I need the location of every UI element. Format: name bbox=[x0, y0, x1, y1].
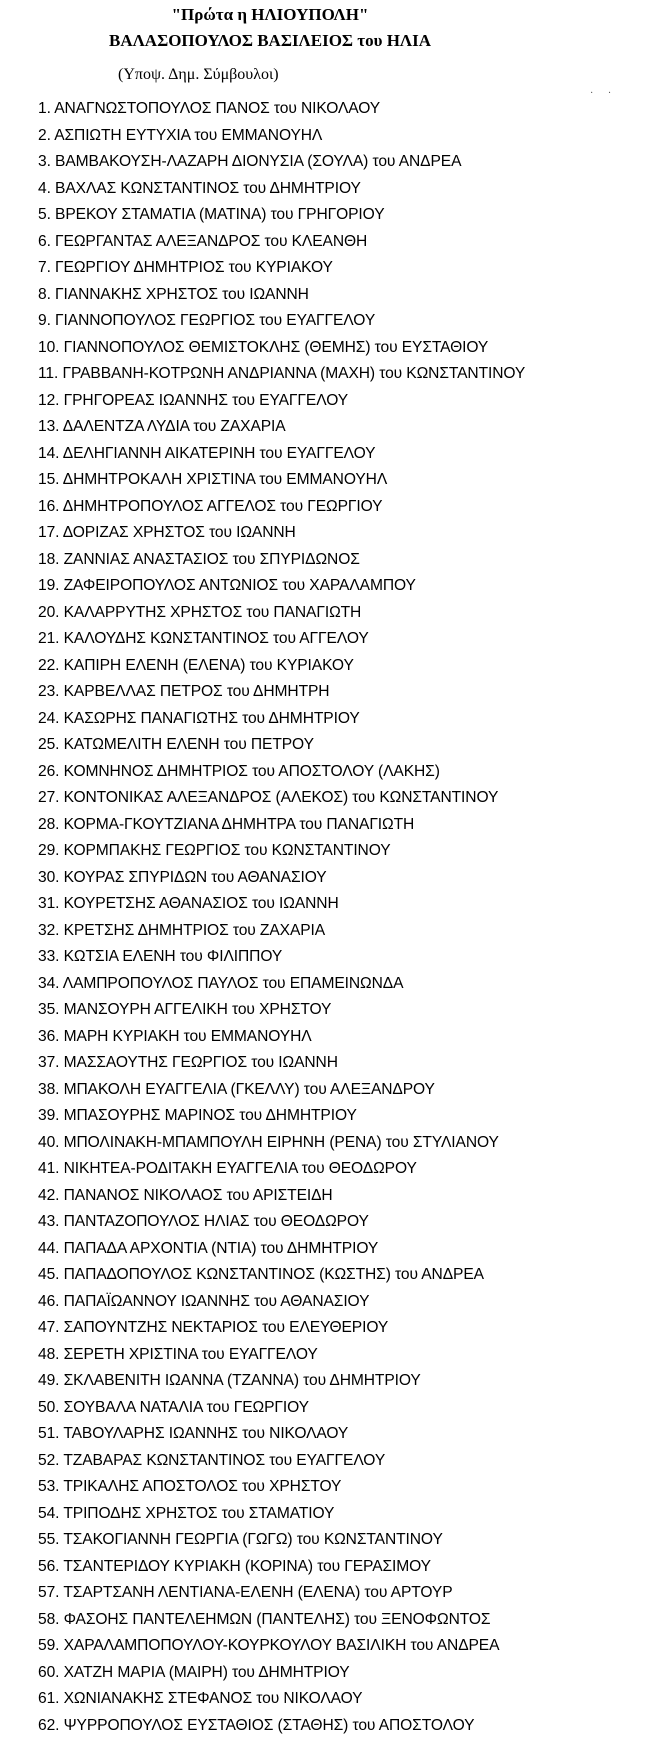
candidate-number: 31 . bbox=[38, 895, 64, 912]
candidate-number: 34 . bbox=[38, 975, 63, 992]
candidate-number: 54 . bbox=[38, 1505, 63, 1522]
list-item bbox=[38, 388, 525, 415]
candidate-name: ΤΡΙΚΑΛΗΣ ΑΠΟΣΤΟΛΟΣ του ΧΡΗΣΤΟΥ bbox=[63, 1478, 342, 1495]
list-item bbox=[38, 229, 525, 256]
candidate-name: ΒΑΧΛΑΣ ΚΩΝΣΤΑΝΤΙΝΟΣ του ΔΗΜΗΤΡΙΟΥ bbox=[55, 179, 361, 197]
candidate-number: 59 . bbox=[38, 1637, 64, 1654]
candidate-number: 28 . bbox=[38, 816, 64, 833]
list-item bbox=[38, 361, 525, 388]
list-item bbox=[38, 1633, 525, 1660]
candidate-name: ΖΑΦΕΙΡΟΠΟΥΛΟΣ ΑΝΤΩΝΙΟΣ του ΧΑΡΑΛΑΜΠΟΥ bbox=[63, 577, 416, 594]
candidate-number: 44 . bbox=[38, 1240, 64, 1257]
list-item bbox=[38, 1527, 525, 1554]
candidate-name: ΤΣΑΚΟΓΙΑΝΝΗ ΓΕΩΡΓΙΑ (ΓΩΓΩ) του ΚΩΝΣΤΑΝΤΙΝΟΥ bbox=[63, 1531, 443, 1548]
candidate-name: ΤΣΑΡΤΣΑΝΗ ΛΕΝΤΙΑΝΑ-ΕΛΕΝΗ (ΕΛΕΝΑ) του ΑΡΤΟΥΡ bbox=[63, 1584, 453, 1601]
candidate-name: ΚΡΕΤΣΗΣ ΔΗΜΗΤΡΙΟΣ του ΖΑΧΑΡΙΑ bbox=[63, 921, 326, 939]
candidate-number: 49 . bbox=[38, 1372, 64, 1389]
candidate-number: 11 . bbox=[38, 365, 62, 382]
list-item bbox=[38, 759, 525, 786]
candidate-name: ΚΟΥΡΑΣ ΣΠΥΡΙΔΩΝ του ΑΘΑΝΑΣΙΟΥ bbox=[63, 868, 327, 886]
candidate-number: 26 . bbox=[38, 763, 64, 780]
list-item bbox=[38, 1474, 525, 1501]
candidate-name: ΚΟΡΜΠΑΚΗΣ ΓΕΩΡΓΙΟΣ του ΚΩΝΣΤΑΝΤΙΝΟΥ bbox=[63, 842, 391, 859]
candidate-name: ΧΩΝΙΑΝΑΚΗΣ ΣΤΕΦΑΝΟΣ του ΝΙΚΟΛΑΟΥ bbox=[63, 1690, 363, 1707]
candidate-name: ΣΟΥΒΑΛΑ ΝΑΤΑΛΙΑ του ΓΕΩΡΓΙΟΥ bbox=[63, 1398, 309, 1416]
candidate-number: 13 . bbox=[38, 418, 63, 435]
list-item bbox=[38, 706, 525, 733]
list-item bbox=[38, 1660, 525, 1687]
candidate-number: 36 . bbox=[38, 1028, 64, 1045]
candidate-number: 29 . bbox=[38, 842, 64, 859]
candidate-name: ΔΑΛΕΝΤΖΑ ΛΥΔΙΑ του ΖΑΧΑΡΙΑ bbox=[62, 418, 286, 435]
candidate-name: ΔΗΜΗΤΡΟΚΑΛΗ ΧΡΙΣΤΙΝΑ του ΕΜΜΑΝΟΥΗΛ bbox=[62, 471, 388, 488]
candidate-name: ΚΟΡΜΑ-ΓΚΟΥΤΖΙΑΝΑ ΔΗΜΗΤΡΑ του ΠΑΝΑΓΙΩΤΗ bbox=[63, 815, 415, 833]
candidate-name: ΚΩΤΣΙΑ ΕΛΕΝΗ του ΦΙΛΙΠΠΟΥ bbox=[63, 948, 283, 965]
candidate-number: 53 . bbox=[38, 1478, 63, 1495]
candidate-name: ΓΙΑΝΝΟΠΟΥΛΟΣ ΓΕΩΡΓΙΟΣ του ΕΥΑΓΓΕΛΟΥ bbox=[55, 312, 376, 329]
candidate-name: ΚΑΡΒΕΛΛΑΣ ΠΕΤΡΟΣ του ΔΗΜΗΤΡΗ bbox=[63, 683, 330, 700]
list-item bbox=[38, 520, 525, 547]
list-item bbox=[38, 812, 525, 839]
candidate-name: ΚΑΤΩΜΕΛΙΤΗ ΕΛΕΝΗ του ΠΕΤΡΟΥ bbox=[63, 736, 314, 753]
list-item bbox=[38, 1050, 525, 1077]
candidate-name: ΧΑΡΑΛΑΜΠΟΠΟΥΛΟΥ-ΚΟΥΡΚΟΥΛΟΥ ΒΑΣΙΛΙΚΗ του ΑΝΔΡΕΑ bbox=[63, 1637, 500, 1654]
list-item bbox=[38, 1395, 525, 1422]
candidate-name: ΚΑΣΩΡΗΣ ΠΑΝΑΓΙΩΤΗΣ του ΔΗΜΗΤΡΙΟΥ bbox=[63, 709, 360, 727]
candidate-number: 9 . bbox=[38, 312, 55, 329]
candidate-number: 20 . bbox=[38, 604, 64, 621]
candidate-name: ΠΑΠΑΔΟΠΟΥΛΟΣ ΚΩΝΣΤΑΝΤΙΝΟΣ (ΚΩΣΤΗΣ) του ΑΝΔΡΕΑ bbox=[63, 1266, 484, 1283]
list-item bbox=[38, 865, 525, 892]
list-item bbox=[38, 308, 525, 335]
list-item bbox=[38, 1130, 525, 1157]
candidate-name: ΠΑΠΑΪΩΑΝΝΟΥ ΙΩΑΝΝΗΣ του ΑΘΑΝΑΣΙΟΥ bbox=[63, 1292, 370, 1310]
candidate-number: 35 . bbox=[38, 1001, 64, 1018]
list-item bbox=[38, 785, 525, 812]
candidate-number: 52 . bbox=[38, 1452, 63, 1469]
candidate-number: 27 . bbox=[38, 789, 64, 806]
candidate-number: 6 . bbox=[38, 233, 55, 250]
candidate-number: 39 . bbox=[38, 1107, 64, 1124]
candidate-name: ΣΕΡΕΤΗ ΧΡΙΣΤΙΝΑ του ΕΥΑΓΓΕΛΟΥ bbox=[63, 1345, 318, 1363]
candidate-name: ΜΠΟΛΙΝΑΚΗ-ΜΠΑΜΠΟΥΛΗ ΕΙΡΗΝΗ (ΡΕΝΑ) του ΣΤΥΛΙΑΝΟΥ bbox=[63, 1133, 499, 1151]
candidate-name: ΜΑΡΗ ΚΥΡΙΑΚΗ του ΕΜΜΑΝΟΥΗΛ bbox=[63, 1027, 312, 1045]
candidate-name: ΚΟΜΝΗΝΟΣ ΔΗΜΗΤΡΙΟΣ του ΑΠΟΣΤΟΛΟΥ (ΛΑΚΗΣ) bbox=[63, 762, 440, 780]
candidate-number: 22 . bbox=[38, 657, 64, 674]
list-item bbox=[38, 600, 525, 627]
candidate-number: 56 . bbox=[38, 1558, 63, 1575]
list-item bbox=[38, 1315, 525, 1342]
list-item bbox=[38, 1713, 525, 1740]
candidate-number: 25 . bbox=[38, 736, 64, 753]
candidate-number: 7 . bbox=[38, 259, 55, 276]
candidate-name: ΠΑΝΤΑΖΟΠΟΥΛΟΣ ΗΛΙΑΣ του ΘΕΟΔΩΡΟΥ bbox=[63, 1213, 369, 1230]
candidate-number: 42 . bbox=[38, 1187, 64, 1204]
candidate-number: 41 . bbox=[38, 1160, 64, 1177]
candidate-name: ΜΠΑΣΟΥΡΗΣ ΜΑΡΙΝΟΣ του ΔΗΜΗΤΡΙΟΥ bbox=[63, 1107, 357, 1124]
list-item bbox=[38, 467, 525, 494]
candidate-number: 17 . bbox=[38, 524, 63, 541]
candidate-number: 40 . bbox=[38, 1134, 64, 1151]
list-item bbox=[38, 573, 525, 600]
list-item bbox=[38, 1103, 525, 1130]
candidate-number: 32 . bbox=[38, 922, 64, 939]
list-item bbox=[38, 997, 525, 1024]
candidate-name: ΖΑΝΝΙΑΣ ΑΝΑΣΤΑΣΙΟΣ του ΣΠΥΡΙΔΩΝΟΣ bbox=[63, 550, 360, 568]
candidate-name: ΦΑΣΟΗΣ ΠΑΝΤΕΛΕΗΜΩΝ (ΠΑΝΤΕΛΗΣ) του ΞΕΝΟΦΩΝΤΟΣ bbox=[63, 1610, 491, 1628]
candidate-name: ΚΟΥΡΕΤΣΗΣ ΑΘΑΝΑΣΙΟΣ του ΙΩΑΝΝΗ bbox=[63, 895, 339, 912]
list-item bbox=[38, 123, 525, 150]
candidate-name: ΓΡΑΒΒΑΝΗ-ΚΟΤΡΩΝΗ ΑΝΔΡΙΑΝΝΑ (ΜΑΧΗ) του ΚΩΝΣΤΑΝΤΙΝΟΥ bbox=[62, 365, 526, 382]
list-item bbox=[38, 335, 525, 362]
list-item bbox=[38, 1077, 525, 1104]
list-item bbox=[38, 626, 525, 653]
candidate-name: ΤΡΙΠΟΔΗΣ ΧΡΗΣΤΟΣ του ΣΤΑΜΑΤΙΟΥ bbox=[63, 1504, 335, 1522]
candidate-number: 33 . bbox=[38, 948, 64, 965]
candidate-name: ΜΑΝΣΟΥΡΗ ΑΓΓΕΛΙΚΗ του ΧΡΗΣΤΟΥ bbox=[63, 1001, 332, 1018]
candidate-number: 10 . bbox=[38, 339, 64, 356]
list-item bbox=[38, 414, 525, 441]
list-item bbox=[38, 1342, 525, 1369]
candidate-number: 50 . bbox=[38, 1399, 64, 1416]
list-item bbox=[38, 891, 525, 918]
candidate-name: ΓΙΑΝΝΟΠΟΥΛΟΣ ΘΕΜΙΣΤΟΚΛΗΣ (ΘΕΜΗΣ) του ΕΥΣΤΑΘΙΟΥ bbox=[63, 338, 489, 356]
candidate-name: ΓΡΗΓΟΡΕΑΣ ΙΩΑΝΝΗΣ του ΕΥΑΓΓΕΛΟΥ bbox=[63, 391, 349, 409]
candidate-name: ΑΝΑΓΝΩΣΤΟΠΟΥΛΟΣ ΠΑΝΟΣ του ΝΙΚΟΛΑΟΥ bbox=[54, 100, 381, 117]
list-subtitle: (Υποψ. Δημ. Σύμβουλοι) bbox=[118, 66, 279, 83]
candidate-number: 5 . bbox=[38, 206, 55, 223]
candidate-name: ΓΕΩΡΓΙΟΥ ΔΗΜΗΤΡΙΟΣ του ΚΥΡΙΑΚΟΥ bbox=[55, 259, 333, 276]
list-item bbox=[38, 1156, 525, 1183]
candidate-name: ΓΕΩΡΓΑΝΤΑΣ ΑΛΕΞΑΝΔΡΟΣ του ΚΛΕΑΝΘΗ bbox=[55, 232, 368, 250]
list-item bbox=[38, 1209, 525, 1236]
candidate-number: 55 . bbox=[38, 1531, 63, 1548]
candidate-name: ΒΑΜΒΑΚΟΥΣΗ-ΛΑΖΑΡΗ ΔΙΟΝΥΣΙΑ (ΣΟΥΛΑ) του ΑΝΔΡΕΑ bbox=[55, 153, 462, 170]
candidate-number: 43 . bbox=[38, 1213, 64, 1230]
candidate-name: ΚΑΛΑΡΡΥΤΗΣ ΧΡΗΣΤΟΣ του ΠΑΝΑΓΙΩΤΗ bbox=[63, 603, 362, 621]
list-title: "Πρώτα η ΗΛΙΟΥΠΟΛΗ" bbox=[171, 5, 369, 24]
list-item bbox=[38, 255, 525, 282]
list-item bbox=[38, 1183, 525, 1210]
candidate-name: ΒΡΕΚΟΥ ΣΤΑΜΑΤΙΑ (ΜΑΤΙΝΑ) του ΓΡΗΓΟΡΙΟΥ bbox=[55, 206, 385, 223]
candidate-name: ΤΑΒΟΥΛΑΡΗΣ ΙΩΑΝΝΗΣ του ΝΙΚΟΛΑΟΥ bbox=[63, 1425, 349, 1442]
candidate-number: 37 . bbox=[38, 1054, 64, 1071]
list-item bbox=[38, 1421, 525, 1448]
list-item bbox=[38, 149, 525, 176]
list-item bbox=[38, 944, 525, 971]
candidate-name: ΣΚΛΑΒΕΝΙΤΗ ΙΩΑΝΝΑ (ΤΖΑΝΝΑ) του ΔΗΜΗΤΡΙΟΥ bbox=[63, 1372, 421, 1389]
list-item bbox=[38, 1448, 525, 1475]
candidate-list bbox=[38, 96, 525, 1739]
candidate-number: 51 . bbox=[38, 1425, 63, 1442]
candidate-name: ΤΣΑΝΤΕΡΙΔΟΥ ΚΥΡΙΑΚΗ (ΚΟΡΙΝΑ) του ΓΕΡΑΣΙΜΟΥ bbox=[63, 1557, 431, 1575]
candidate-number: 4 . bbox=[38, 180, 55, 197]
candidate-name: ΠΑΠΑΔΑ ΑΡΧΟΝΤΙΑ (ΝΤΙΑ) του ΔΗΜΗΤΡΙΟΥ bbox=[63, 1239, 379, 1257]
list-item bbox=[38, 1686, 525, 1713]
candidate-number: 47 . bbox=[38, 1319, 64, 1336]
list-item bbox=[38, 1262, 525, 1289]
list-item bbox=[38, 653, 525, 680]
candidate-number: 15 . bbox=[38, 471, 63, 488]
candidate-number: 57 . bbox=[38, 1584, 63, 1601]
candidate-number: 24 . bbox=[38, 710, 64, 727]
candidate-name: ΧΑΤΖΗ ΜΑΡΙΑ (ΜΑΙΡΗ) του ΔΗΜΗΤΡΙΟΥ bbox=[63, 1663, 350, 1681]
candidate-number: 46 . bbox=[38, 1293, 64, 1310]
scan-speck-mark: · · bbox=[590, 88, 618, 99]
list-item bbox=[38, 96, 525, 123]
candidate-number: 38 . bbox=[38, 1081, 64, 1098]
candidate-number: 61 . bbox=[38, 1690, 64, 1707]
list-item bbox=[38, 838, 525, 865]
candidate-name: ΝΙΚΗΤΕΑ-ΡΟΔΙΤΑΚΗ ΕΥΑΓΓΕΛΙΑ του ΘΕΟΔΩΡΟΥ bbox=[63, 1160, 417, 1177]
list-item bbox=[38, 971, 525, 998]
candidate-name: ΔΕΛΗΓΙΑΝΝΗ ΑΙΚΑΤΕΡΙΝΗ του ΕΥΑΓΓΕΛΟΥ bbox=[62, 444, 376, 462]
candidate-number: 60 . bbox=[38, 1664, 64, 1681]
list-item bbox=[38, 1024, 525, 1051]
candidate-number: 58 . bbox=[38, 1611, 64, 1628]
candidate-name: ΓΙΑΝΝΑΚΗΣ ΧΡΗΣΤΟΣ του ΙΩΑΝΝΗ bbox=[55, 285, 309, 303]
candidate-name: ΔΗΜΗΤΡΟΠΟΥΛΟΣ ΑΓΓΕΛΟΣ του ΓΕΩΡΓΙΟΥ bbox=[62, 497, 383, 515]
candidate-name: ΔΟΡΙΖΑΣ ΧΡΗΣΤΟΣ του ΙΩΑΝΝΗ bbox=[62, 524, 296, 541]
candidate-name: ΑΣΠΙΩΤΗ ΕΥΤΥΧΙΑ του ΕΜΜΑΝΟΥΗΛ bbox=[54, 126, 323, 144]
candidate-name: ΛΑΜΠΡΟΠΟΥΛΟΣ ΠΑΥΛΟΣ του ΕΠΑΜΕΙΝΩΝΔΑ bbox=[62, 974, 404, 992]
list-item bbox=[38, 202, 525, 229]
list-item bbox=[38, 494, 525, 521]
list-item bbox=[38, 1607, 525, 1634]
candidate-name: ΜΠΑΚΟΛΗ ΕΥΑΓΓΕΛΙΑ (ΓΚΕΛΛΥ) του ΑΛΕΞΑΝΔΡΟΥ bbox=[63, 1080, 435, 1098]
list-item bbox=[38, 441, 525, 468]
candidate-number: 8 . bbox=[38, 286, 55, 303]
candidate-number: 45 . bbox=[38, 1266, 64, 1283]
list-item bbox=[38, 679, 525, 706]
list-item bbox=[38, 282, 525, 309]
list-item bbox=[38, 176, 525, 203]
list-item bbox=[38, 1580, 525, 1607]
candidate-number: 1 . bbox=[38, 100, 54, 117]
candidate-number: 62 . bbox=[38, 1717, 64, 1734]
candidate-name: ΚΑΛΟΥΔΗΣ ΚΩΝΣΤΑΝΤΙΝΟΣ του ΑΓΓΕΛΟΥ bbox=[63, 630, 369, 647]
candidate-name: ΤΖΑΒΑΡΑΣ ΚΩΝΣΤΑΝΤΙΝΟΣ του ΕΥΑΓΓΕΛΟΥ bbox=[63, 1451, 386, 1469]
candidate-number: 12 . bbox=[38, 392, 64, 409]
candidate-name: ΚΟΝΤΟΝΙΚΑΣ ΑΛΕΞΑΝΔΡΟΣ (ΑΛΕΚΟΣ) του ΚΩΝΣΤΑΝΤΙΝΟΥ bbox=[63, 789, 499, 806]
candidate-name: ΠΑΝΑΝΟΣ ΝΙΚΟΛΑΟΣ του ΑΡΙΣΤΕΙΔΗ bbox=[63, 1186, 333, 1204]
candidate-number: 14 . bbox=[38, 445, 63, 462]
list-item bbox=[38, 1368, 525, 1395]
list-item bbox=[38, 1236, 525, 1263]
candidate-number: 48 . bbox=[38, 1346, 64, 1363]
candidate-name: ΜΑΣΣΑΟΥΤΗΣ ΓΕΩΡΓΙΟΣ του ΙΩΑΝΝΗ bbox=[63, 1054, 338, 1071]
candidate-number: 19 . bbox=[38, 577, 64, 594]
candidate-number: 30 . bbox=[38, 869, 64, 886]
list-leader: ΒΑΛΑΣΟΠΟΥΛΟΣ ΒΑΣΙΛΕΙΟΣ του ΗΛΙΑ bbox=[109, 31, 431, 50]
list-item bbox=[38, 1501, 525, 1528]
candidate-number: 3 . bbox=[38, 153, 55, 170]
list-item bbox=[38, 547, 525, 574]
candidate-number: 16 . bbox=[38, 498, 63, 515]
candidate-number: 2 . bbox=[38, 127, 54, 144]
candidate-name: ΨΥΡΡΟΠΟΥΛΟΣ ΕΥΣΤΑΘΙΟΣ (ΣΤΑΘΗΣ) του ΑΠΟΣΤΟΛΟΥ bbox=[63, 1716, 475, 1734]
candidate-number: 18 . bbox=[38, 551, 64, 568]
list-item bbox=[38, 1554, 525, 1581]
candidate-name: ΣΑΠΟΥΝΤΖΗΣ ΝΕΚΤΑΡΙΟΣ του ΕΛΕΥΘΕΡΙΟΥ bbox=[63, 1319, 389, 1336]
list-item bbox=[38, 918, 525, 945]
candidate-name: ΚΑΠΙΡΗ ΕΛΕΝΗ (ΕΛΕΝΑ) του ΚΥΡΙΑΚΟΥ bbox=[63, 656, 354, 674]
list-item bbox=[38, 732, 525, 759]
list-item bbox=[38, 1289, 525, 1316]
candidate-number: 23 . bbox=[38, 683, 64, 700]
candidate-number: 21 . bbox=[38, 630, 64, 647]
